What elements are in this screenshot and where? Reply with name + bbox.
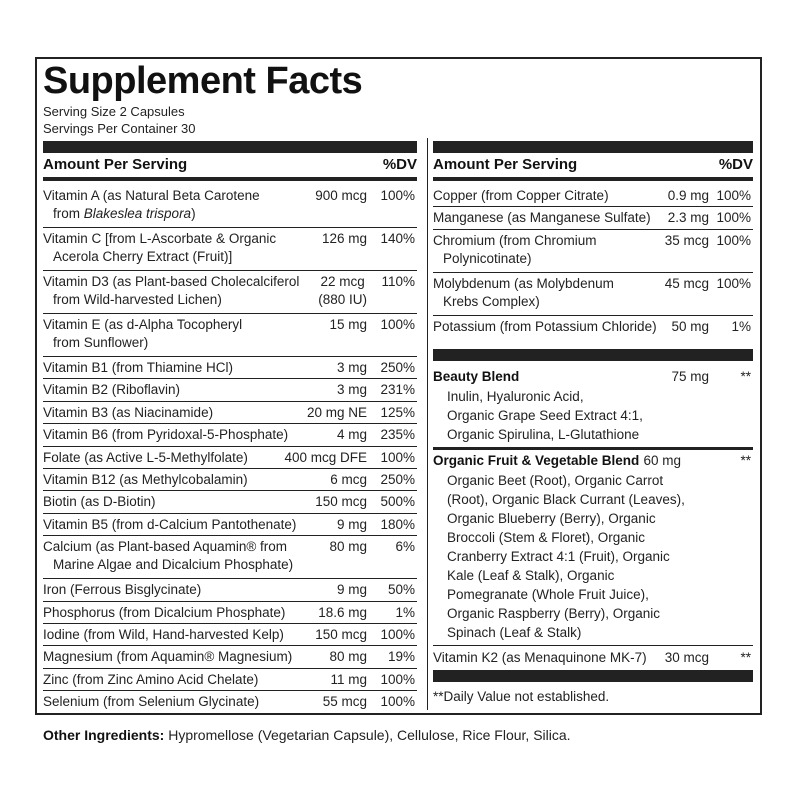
nutrient-row <box>43 316 417 356</box>
nutrient-amount: 80 mg <box>329 649 367 665</box>
nutrient-name: Iron (Ferrous Bisglycinate) <box>43 582 202 598</box>
nutrient-dv: 231% <box>380 382 415 398</box>
nutrient-dv: 500% <box>380 494 415 510</box>
row-rule <box>433 229 753 230</box>
blend-ingredient-line: Organic Grape Seed Extract 4:1, <box>447 408 643 423</box>
row-rule <box>43 645 417 646</box>
blend-ingredient-line: Broccoli (Stem & Floret), Organic <box>447 530 646 545</box>
nutrient-name: Vitamin B3 (as Niacinamide) <box>43 404 214 420</box>
nutrient-name: Vitamin B1 (from Thiamine HCl) <box>43 360 234 375</box>
blend-ingredient-line: (Root), Organic Black Currant (Leaves), <box>447 492 685 507</box>
nutrient-amount: 55 mcg <box>322 694 367 710</box>
blend-ingredient-line: Spinach (Leaf & Stalk) <box>447 625 582 640</box>
nutrient-dv: ** <box>740 650 751 665</box>
blend-ingredient-line: Organic Spirulina, L-Glutathione <box>447 427 640 442</box>
nutrient-name: Zinc (from Zinc Amino Acid Chelate) <box>43 671 259 687</box>
right-dv-header: %DV <box>718 156 753 173</box>
nutrient-name: Vitamin D3 (as Plant-based Cholecalciferol from Wild-harvested Lichen) <box>43 274 300 307</box>
nutrient-row <box>43 381 417 400</box>
row-rule <box>433 272 753 273</box>
nutrient-dv: 19% <box>387 649 415 665</box>
nutrient-row <box>433 318 753 337</box>
nutrient-row <box>43 426 417 445</box>
nutrient-name: Vitamin B5 (from d-Calcium Pantothenate) <box>43 516 297 532</box>
nutrient-amount: 150 mcg <box>315 627 367 642</box>
blend-rule <box>433 447 753 450</box>
blend-ingredient-line: Cranberry Extract 4:1 (Fruit), Organic <box>447 549 670 564</box>
nutrient-name: Potassium (from Potassium Chloride) <box>433 318 657 334</box>
nutrient-row <box>433 187 753 206</box>
nutrient-amount: 22 mcg (880 IU) <box>318 274 367 307</box>
panel-title: Supplement Facts <box>43 60 363 102</box>
nutrient-row <box>43 648 417 667</box>
nutrient-amount: 45 mcg <box>664 275 709 291</box>
nutrient-dv: 1% <box>395 604 415 620</box>
blend-dv: ** <box>740 369 751 384</box>
serving-size: Serving Size 2 Capsules <box>43 104 185 119</box>
nutrient-dv: 100% <box>716 275 751 291</box>
nutrient-name: Vitamin E (as d-Alpha Tocopheryl from Sunflower) <box>43 317 243 350</box>
nutrient-row <box>43 404 417 423</box>
nutrient-amount: 11 mg <box>330 671 367 687</box>
nutrient-dv: 100% <box>380 449 415 465</box>
nutrient-row <box>43 359 417 378</box>
nutrient-dv: 50% <box>387 582 415 598</box>
nutrient-row <box>43 471 417 490</box>
nutrient-dv: 100% <box>380 627 415 642</box>
nutrient-name: Calcium (as Plant-based Aquamin® from Marine Algae and Dicalcium Phosphate) <box>43 539 294 573</box>
blend-ingredient-line: Organic Raspberry (Berry), Organic <box>447 606 661 621</box>
nutrient-name: Vitamin C [from L-Ascorbate & Organic Acerola Cherry Extract (Fruit)] <box>43 231 277 264</box>
nutrient-dv: 100% <box>380 317 415 332</box>
other-ingredients-text: Hypromellose (Vegetarian Capsule), Cellulose, Rice Flour, Silica. <box>164 727 571 743</box>
right-header-rule <box>433 177 753 181</box>
nutrient-name: Vitamin B2 (Riboflavin) <box>43 382 181 398</box>
row-rule <box>43 668 417 669</box>
nutrient-amount: 126 mg <box>321 231 367 246</box>
nutrient-dv: 100% <box>380 671 415 687</box>
nutrient-name: Vitamin B6 (from Pyridoxal-5-Phosphate) <box>43 427 289 443</box>
row-rule <box>43 378 417 379</box>
right-top-bar <box>433 141 753 153</box>
nutrient-row <box>43 626 417 645</box>
left-header-rule <box>43 177 417 181</box>
blend-title: Organic Fruit & Vegetable Blend <box>433 453 640 468</box>
nutrient-amount: 3 mg <box>336 360 367 375</box>
nutrient-amount: 15 mg <box>329 317 367 332</box>
nutrient-name: Folate (as Active L-5-Methylfolate) <box>43 449 248 465</box>
nutrient-row-k2 <box>433 649 753 669</box>
k2-top-rule <box>433 645 753 646</box>
blend-ingredient-line: Pomegranate (Whole Fruit Juice), <box>447 587 649 602</box>
nutrient-name: Chromium (from Chromium Polynicotinate) <box>433 232 597 266</box>
footnote-bar <box>433 670 753 682</box>
nutrient-dv: 100% <box>716 232 751 248</box>
nutrient-name: Iodine (from Wild, Hand-harvested Kelp) <box>43 627 284 642</box>
right-amount-header: Amount Per Serving <box>433 156 578 173</box>
left-amount-header: Amount Per Serving <box>43 156 188 173</box>
blend-dv: ** <box>740 453 751 468</box>
row-rule <box>43 513 417 514</box>
blend-title: Beauty Blend <box>433 369 520 384</box>
nutrient-amount: 9 mg <box>336 582 367 598</box>
row-rule <box>43 313 417 314</box>
nutrient-dv: 100% <box>380 694 415 710</box>
nutrient-dv: 100% <box>716 210 751 226</box>
nutrient-row <box>43 604 417 623</box>
nutrient-dv: 140% <box>380 231 415 246</box>
nutrient-dv: 180% <box>380 516 415 532</box>
row-rule <box>43 227 417 228</box>
nutrient-row <box>433 209 753 228</box>
row-rule <box>43 535 417 536</box>
nutrient-dv: 100% <box>380 188 415 203</box>
row-rule <box>433 206 753 207</box>
nutrient-name: Molybdenum (as Molybdenum Krebs Complex) <box>433 275 614 309</box>
nutrient-row <box>43 671 417 690</box>
nutrient-amount: 9 mg <box>336 516 367 532</box>
column-divider <box>427 138 428 710</box>
row-rule <box>43 423 417 424</box>
row-rule <box>43 356 417 357</box>
row-rule <box>43 578 417 579</box>
blend-amount: 75 mg <box>671 369 709 384</box>
nutrient-amount: 400 mcg DFE <box>284 449 367 465</box>
nutrient-amount: 3 mg <box>336 382 367 398</box>
nutrient-row <box>43 493 417 512</box>
nutrient-amount: 18.6 mg <box>318 604 367 620</box>
nutrient-amount: 35 mcg <box>664 232 709 248</box>
nutrient-row <box>43 187 417 227</box>
nutrient-name: Vitamin K2 (as Menaquinone MK-7) <box>433 650 647 665</box>
nutrient-row <box>43 538 417 578</box>
nutrient-amount: 900 mcg <box>315 188 367 203</box>
nutrient-amount: 6 mcg <box>330 472 367 487</box>
nutrient-dv: 250% <box>380 360 415 375</box>
nutrient-row <box>43 273 417 313</box>
blend-amount: 60 mg <box>643 453 681 468</box>
nutrient-amount: 2.3 mg <box>667 210 709 226</box>
nutrient-amount: 50 mg <box>671 318 709 334</box>
nutrient-dv: 100% <box>716 188 751 203</box>
row-rule <box>43 490 417 491</box>
nutrient-amount: 4 mg <box>336 427 367 443</box>
nutrient-dv: 125% <box>380 404 415 420</box>
row-rule <box>43 468 417 469</box>
nutrient-dv: 1% <box>731 318 751 334</box>
nutrient-row <box>433 275 753 315</box>
blend-ingredient-line: Kale (Leaf & Stalk), Organic <box>447 568 615 583</box>
row-rule <box>43 601 417 602</box>
nutrient-amount: 0.9 mg <box>667 188 709 203</box>
other-ingredients <box>43 726 571 744</box>
servings-per-container: Servings Per Container 30 <box>43 121 196 136</box>
nutrient-dv: 235% <box>380 427 415 443</box>
nutrient-name: Biotin (as D-Biotin) <box>43 494 156 510</box>
left-dv-header: %DV <box>382 156 417 173</box>
blend-ingredient-line: Inulin, Hyaluronic Acid, <box>447 389 584 404</box>
row-rule <box>43 623 417 624</box>
nutrient-amount: 30 mcg <box>664 650 709 665</box>
row-rule <box>433 315 753 316</box>
nutrient-amount: 20 mg NE <box>306 404 367 420</box>
row-rule <box>43 401 417 402</box>
nutrient-name: Vitamin B12 (as Methylcobalamin) <box>43 472 248 487</box>
nutrient-dv: 6% <box>395 539 415 555</box>
nutrient-name: Magnesium (from Aquamin® Magnesium) <box>43 649 293 665</box>
nutrient-name: Selenium (from Selenium Glycinate) <box>43 694 260 710</box>
row-rule <box>43 446 417 447</box>
nutrient-name: Manganese (as Manganese Sulfate) <box>433 210 651 226</box>
nutrient-row <box>43 230 417 270</box>
nutrient-name: Phosphorus (from Dicalcium Phosphate) <box>43 604 286 620</box>
nutrient-row <box>43 449 417 468</box>
nutrient-amount: 150 mcg <box>315 494 367 510</box>
nutrient-row <box>43 581 417 600</box>
other-ingredients-label: Other Ingredients: <box>43 727 165 743</box>
footnote-text: **Daily Value not established. <box>433 689 610 704</box>
nutrient-row <box>43 516 417 535</box>
nutrient-row <box>43 693 417 712</box>
row-rule <box>43 690 417 691</box>
row-rule <box>43 270 417 271</box>
nutrient-row <box>433 232 753 272</box>
nutrient-dv: 110% <box>381 274 415 289</box>
blend-ingredient-line: Organic Blueberry (Berry), Organic <box>447 511 656 526</box>
nutrient-name: Vitamin A (as Natural Beta Carotene from Blakeslea trispora) <box>43 188 260 221</box>
left-top-bar <box>43 141 417 153</box>
nutrient-name: Copper (from Copper Citrate) <box>433 188 609 203</box>
nutrient-dv: 250% <box>380 472 415 487</box>
blend-ingredient-line: Organic Beet (Root), Organic Carrot <box>447 473 664 488</box>
nutrient-amount: 80 mg <box>329 539 367 555</box>
blend-separator-bar <box>433 349 753 361</box>
